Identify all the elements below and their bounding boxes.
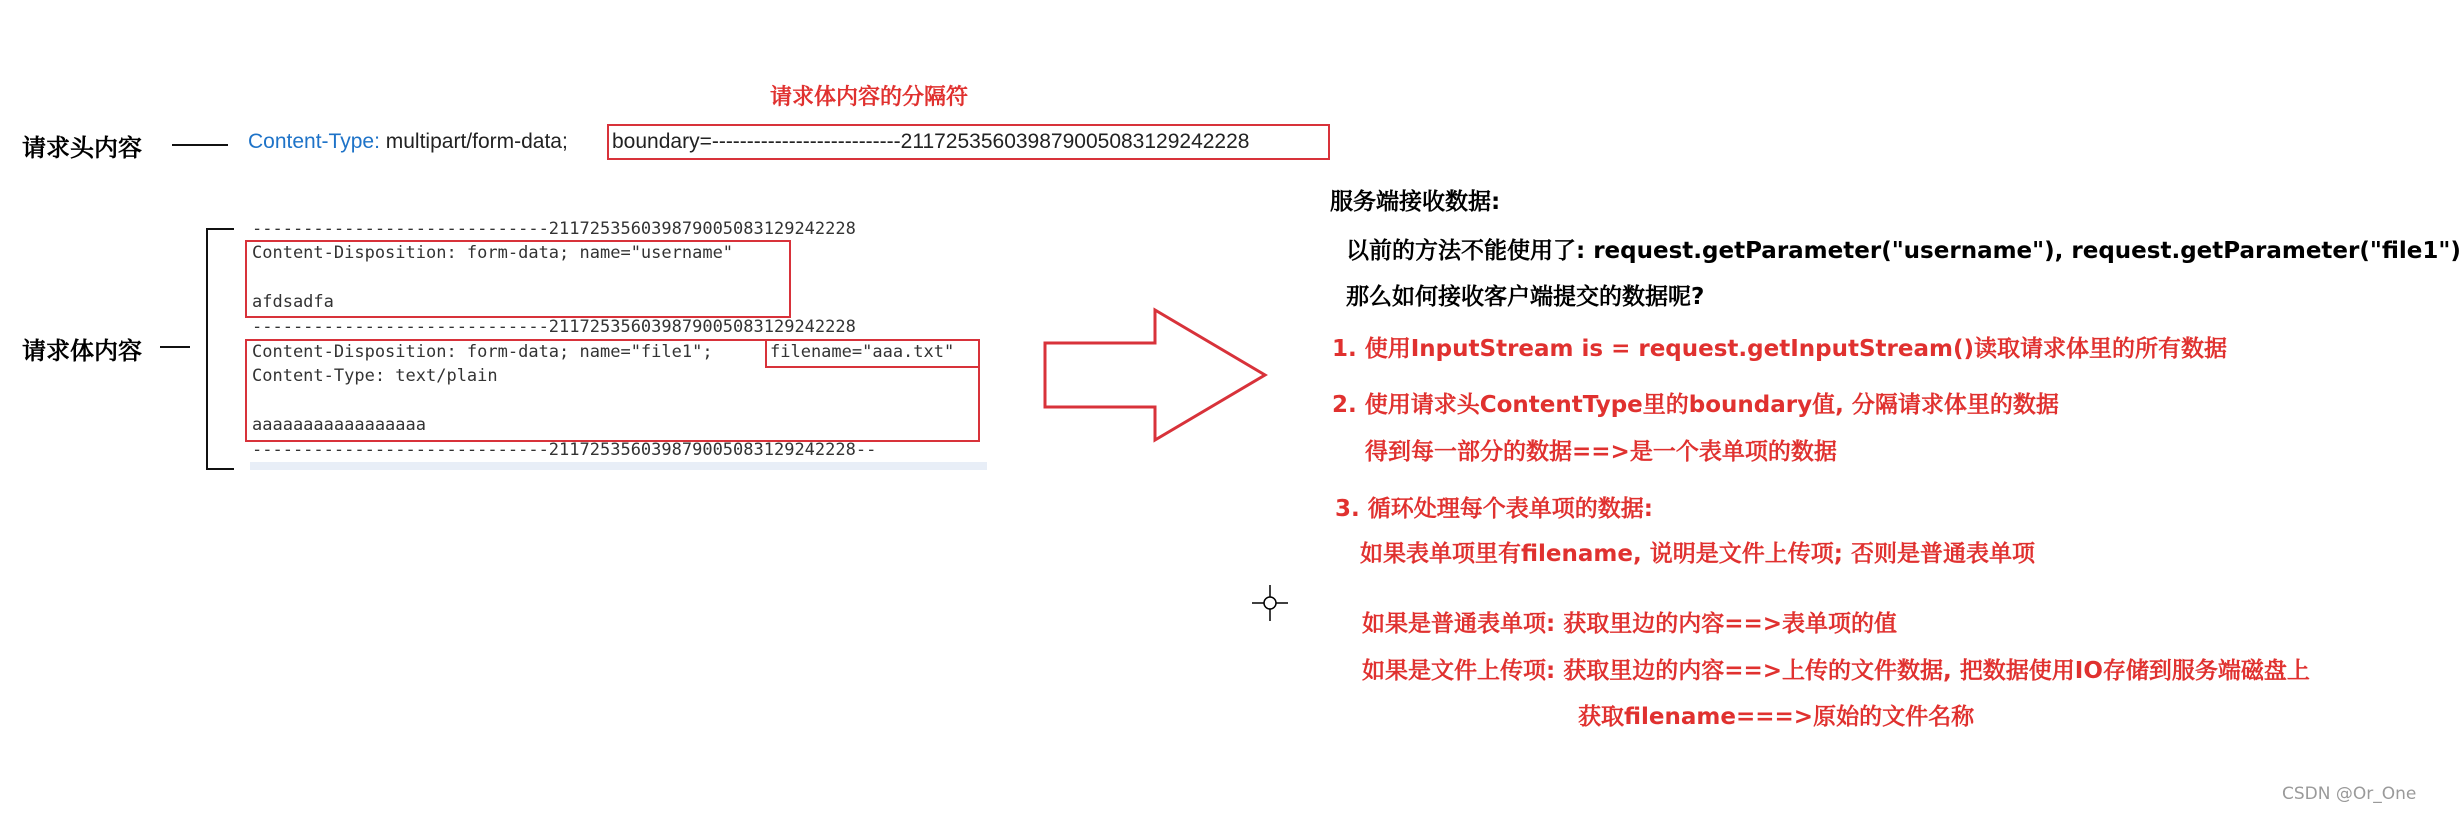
step-3c: 如果是文件上传项: 获取里边的内容==>上传的文件数据, 把数据使用IO存储到服务端磁盘上 — [1362, 658, 2310, 684]
body-bracket-top — [206, 228, 234, 230]
header-boundary: boundary=---------------------------211725356039879005083129242228 — [612, 130, 1250, 153]
body-line-disposition-username: Content-Disposition: form-data; name="username" — [252, 243, 734, 263]
boundary-highlight-box — [607, 124, 1330, 160]
step-3a: 如果表单项里有filename, 说明是文件上传项; 否则是普通表单项 — [1360, 541, 2035, 567]
body-line-boundary-1: -----------------------------211725356039879005083129242228 — [252, 219, 856, 239]
header-value: multipart/form-data; — [385, 130, 568, 153]
body-line-file-content: aaaaaaaaaaaaaaaaa — [252, 415, 426, 435]
step-3: 3. 循环处理每个表单项的数据: — [1335, 496, 1653, 522]
step-2b: 得到每一部分的数据==>是一个表单项的数据 — [1365, 439, 1837, 465]
header-connector — [172, 144, 228, 146]
step-2: 2. 使用请求头ContentType里的boundary值, 分隔请求体里的数据 — [1332, 392, 2059, 418]
body-bracket-vertical — [206, 228, 208, 470]
right-line2: 那么如何接收客户端提交的数据呢? — [1346, 284, 1705, 310]
right-line1: 以前的方法不能使用了: request.getParameter("username"), request.getParameter("file1") — [1346, 238, 2461, 264]
boundary-caption: 请求体内容的分隔符 — [770, 85, 969, 110]
body-label: 请求体内容 — [22, 337, 142, 365]
body-connector — [160, 346, 190, 348]
crosshair-cursor-icon — [1250, 583, 1290, 623]
step-3d: 获取filename===>原始的文件名称 — [1578, 704, 1975, 730]
body-line-boundary-2: -----------------------------211725356039879005083129242228 — [252, 317, 856, 337]
body-line-filename: filename="aaa.txt" — [770, 342, 955, 362]
body-line-username-value: afdsadfa — [252, 292, 334, 312]
right-arrow-icon — [1040, 305, 1270, 445]
body-line-disposition-file: Content-Disposition: form-data; name="file1"; — [252, 342, 713, 362]
header-key: Content-Type: — [248, 130, 380, 153]
selection-highlight — [250, 462, 987, 470]
step-3b: 如果是普通表单项: 获取里边的内容==>表单项的值 — [1362, 611, 1898, 637]
header-line — [248, 130, 568, 154]
part-username-box — [245, 240, 791, 318]
filename-box — [765, 339, 980, 368]
body-bracket-bottom — [206, 468, 234, 470]
right-title: 服务端接收数据: — [1330, 189, 1501, 215]
body-line-boundary-end: -----------------------------211725356039879005083129242228-- — [252, 440, 877, 460]
body-line-content-type: Content-Type: text/plain — [252, 366, 498, 386]
header-label: 请求头内容 — [22, 134, 142, 162]
step-1: 1. 使用InputStream is = request.getInputStream()读取请求体里的所有数据 — [1332, 336, 2228, 362]
watermark: CSDN @Or_One — [2282, 784, 2417, 804]
